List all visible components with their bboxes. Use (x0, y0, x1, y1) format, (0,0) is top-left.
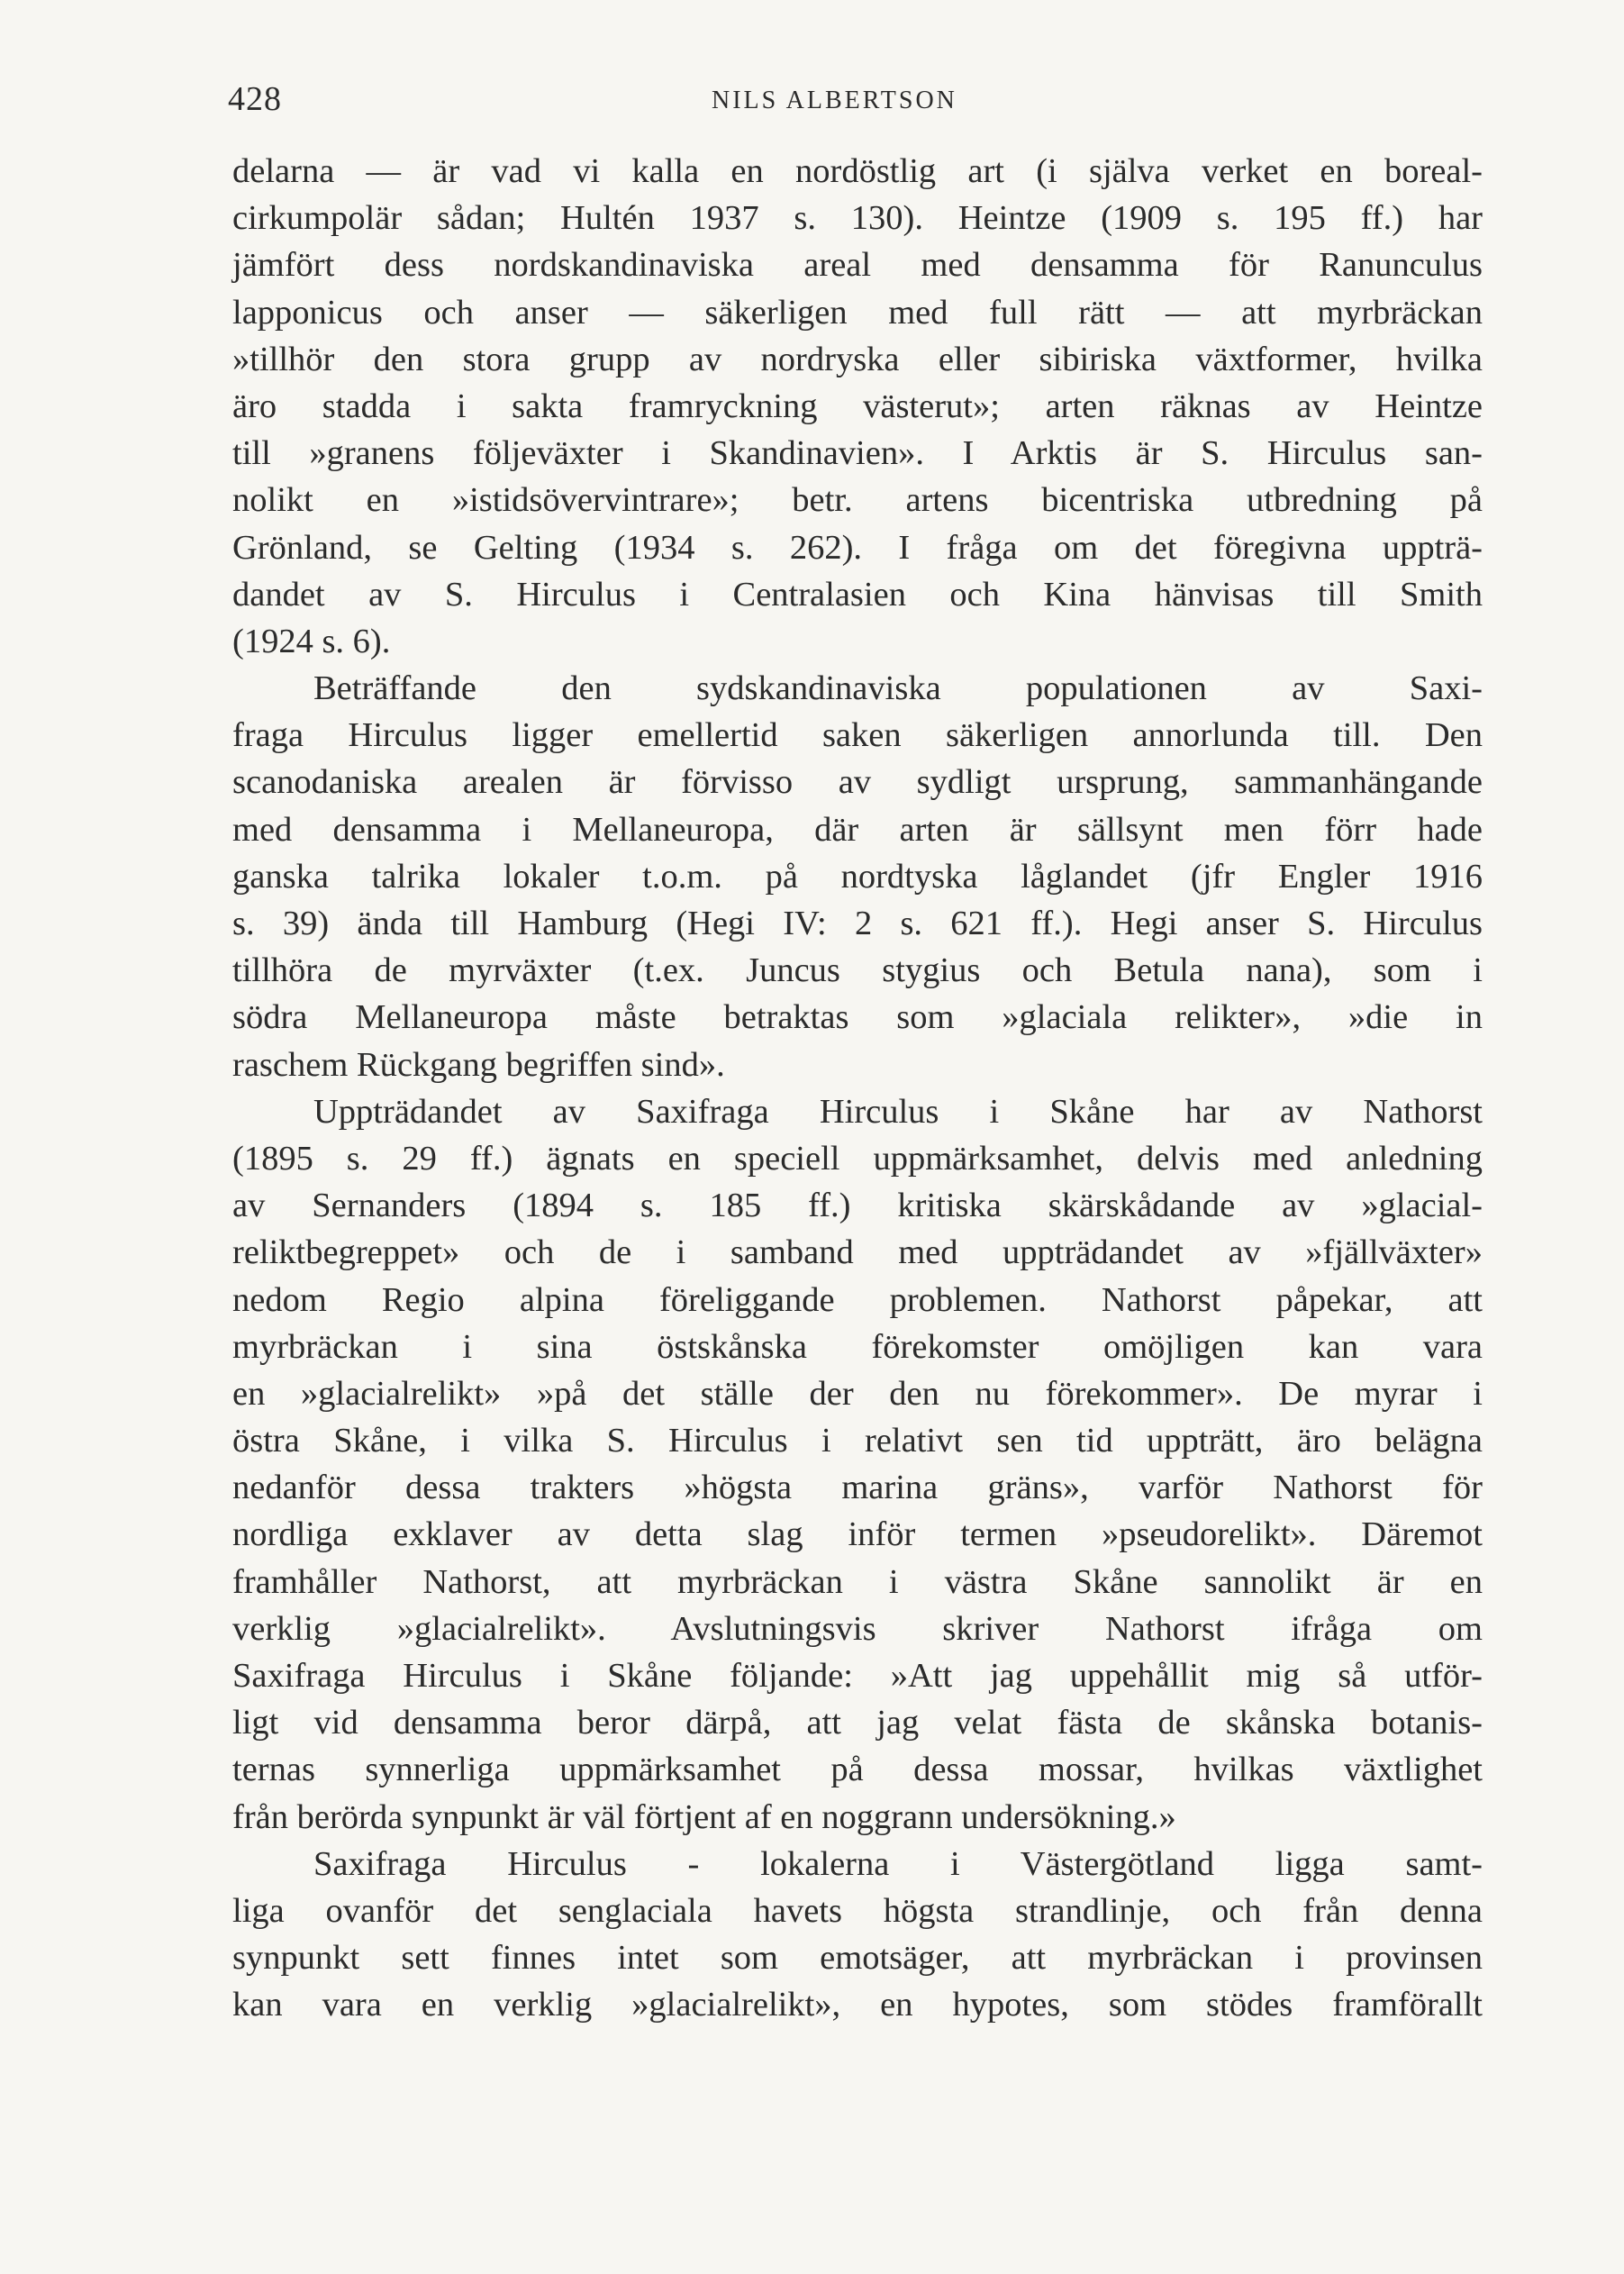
text-line: nedom Regio alpina föreliggande problemen. Nathorst påpekar, att (232, 1280, 1483, 1319)
text-line: framhåller Nathorst, att myrbräckan i västra Skåne sannolikt är en (232, 1562, 1483, 1601)
text-line: Saxifraga Hirculus - lokalerna i Västergötland ligga samt- (313, 1844, 1483, 1883)
text-line: nolikt en »istidsövervintrare»; betr. artens bicentriska utbredning på (232, 481, 1483, 520)
text-line: av Sernanders (1894 s. 185 ff.) kritiska skärskådande av »glacial- (232, 1187, 1483, 1225)
text-line: dandet av S. Hirculus i Centralasien och Kina hänvisas till Smith (232, 575, 1483, 614)
text-line: Saxifraga Hirculus i Skåne följande: »Att jag uppehållit mig så utför- (232, 1657, 1483, 1695)
text-line: (1924 s. 6). (232, 622, 391, 660)
text-line: (1895 s. 29 ff.) ägnats en speciell uppmärksamhet, delvis med anledning (232, 1139, 1483, 1178)
text-line: verklig »glacialrelikt». Avslutningsvis skriver Nathorst ifråga om (232, 1609, 1483, 1648)
text-line: nedanför dessa trakters »högsta marina gräns», varför Nathorst för (232, 1469, 1483, 1507)
text-line: östra Skåne, i vilka S. Hirculus i relativt sen tid uppträtt, äro belägna (232, 1422, 1483, 1460)
text-line: från berörda synpunkt är väl förtjent af en noggrann undersökning.» (232, 1797, 1176, 1836)
text-line: ganska talrika lokaler t.o.m. på nordtyska låglandet (jfr Engler 1916 (232, 857, 1483, 896)
text-line: myrbräckan i sina östskånska förekomster omöjligen kan vara (232, 1327, 1483, 1366)
text-line: Grönland, se Gelting (1934 s. 262). I fråga om det föregivna uppträ- (232, 528, 1483, 567)
text-line: Beträffande den sydskandinaviska populationen av Saxi- (313, 669, 1483, 708)
text-line: kan vara en verklig »glacialrelikt», en hypotes, som stödes framförallt (232, 1986, 1483, 2024)
text-line: delarna — är vad vi kalla en nordöstlig art (i själva verket en boreal- (232, 152, 1483, 190)
running-head: NILS ALBERTSON (712, 86, 957, 114)
text-line: lapponicus och anser — säkerligen med full rätt — att myrbräckan (232, 293, 1483, 332)
text-line: jämfört dess nordskandinaviska areal med densamma för Ranunculus (232, 246, 1483, 285)
text-line: raschem Rückgang begriffen sind». (232, 1045, 725, 1084)
text-line: liga ovanför det senglaciala havets högsta strandlinje, och från denna (232, 1891, 1483, 1930)
text-line: en »glacialrelikt» »på det ställe der den nu förekommer». De myrar i (232, 1374, 1483, 1413)
text-line: södra Mellaneuropa måste betraktas som »glaciala relikter», »die in (232, 998, 1483, 1037)
text-line: ligt vid densamma beror därpå, att jag velat fästa de skånska botanis- (232, 1704, 1483, 1742)
page-number: 428 (228, 80, 282, 118)
text-line: till »granens följeväxter i Skandinavien». I Arktis är S. Hirculus san- (232, 434, 1483, 473)
text-line: Uppträdandet av Saxifraga Hirculus i Skåne har av Nathorst (313, 1092, 1483, 1131)
text-line: tillhöra de myrväxter (t.ex. Juncus stygius och Betula nana), som i (232, 951, 1483, 990)
text-line: fraga Hirculus ligger emellertid saken säkerligen annorlunda till. Den (232, 716, 1483, 755)
text-line: nordliga exklaver av detta slag inför termen »pseudorelikt». Däremot (232, 1515, 1483, 1554)
text-line: äro stadda i sakta framryckning västerut»; arten räknas av Heintze (232, 387, 1483, 425)
text-line: scanodaniska arealen är förvisso av sydligt ursprung, sammanhängande (232, 763, 1483, 802)
body-text (232, 148, 1483, 2029)
text-line: med densamma i Mellaneuropa, där arten är sällsynt men förr hade (232, 810, 1483, 849)
text-line: cirkumpolär sådan; Hultén 1937 s. 130). Heintze (1909 s. 195 ff.) har (232, 199, 1483, 238)
text-line: »tillhör den stora grupp av nordryska eller sibiriska växtformer, hvilka (232, 340, 1483, 378)
text-line: ternas synnerliga uppmärksamhet på dessa mossar, hvilkas växtlighet (232, 1751, 1483, 1789)
text-line: reliktbegreppet» och de i samband med uppträdandet av »fjällväxter» (232, 1233, 1483, 1272)
text-line: s. 39) ända till Hamburg (Hegi IV: 2 s. 621 ff.). Hegi anser S. Hirculus (232, 905, 1483, 942)
text-line: synpunkt sett finnes intet som emotsäger, att myrbräckan i provinsen (232, 1939, 1483, 1978)
